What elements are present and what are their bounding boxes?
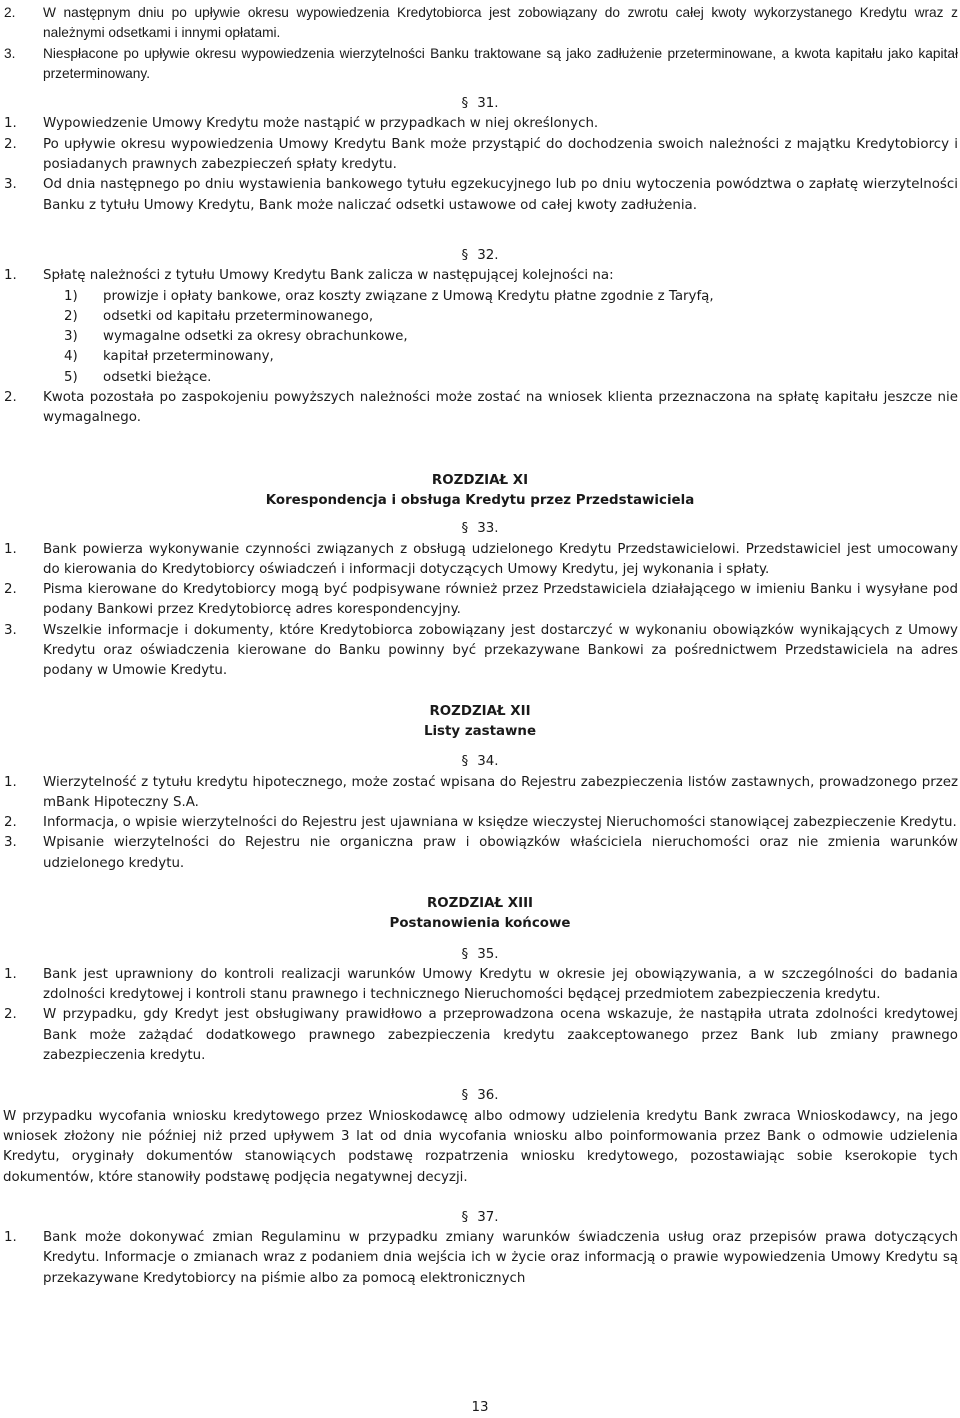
chapter-heading: ROZDZIAŁ XIII	[426, 895, 534, 911]
item-number: 2.	[4, 390, 17, 406]
chapter-heading: ROZDZIAŁ XI	[431, 472, 529, 488]
item-text: Wpisanie wierzytelności do Rejestru nie organiczna praw i obowiązków właściciela nieruchomości oraz nie zmienia warunków udzielonego kredytu.	[43, 835, 958, 871]
list-item	[0, 580, 960, 621]
section-heading-35	[0, 945, 960, 965]
section-heading-33	[0, 519, 960, 539]
chapter-heading: ROZDZIAŁ XII	[429, 703, 531, 719]
section-mark: §	[461, 96, 469, 112]
paragraph: W przypadku wycofania wniosku kredytowego przez Wnioskodawcę albo odmowy udzielenia kredytu Bank zwraca Wnioskodawcy, na jego wniosek złożony nie później niż przed upływem 3 lat od dnia wycofania wniosku albo poinformowania przez Bank o odmowie udzielenia Kredytu, oryginały dokumentów stanowiących podstawę rozpatrzenia wniosku kredytowego, pozostawiając sobie kserokopie tych dokumentów, które stanowiły podstawę podjęcia negatywnej decyzji.	[3, 1108, 958, 1185]
sub-item-number: 4)	[64, 349, 78, 365]
section-heading-31	[0, 94, 960, 114]
item-number: 2.	[4, 5, 16, 20]
section-mark: §	[461, 754, 469, 770]
section-mark: §	[461, 946, 469, 962]
section-heading-34	[0, 752, 960, 772]
item-number: 1.	[4, 774, 17, 790]
item-text: Wierzytelność z tytułu kredytu hipotecznego, może zostać wpisana do Rejestru zabezpieczenia listów zastawnych, prowadzonego przez mBank Hipoteczny S.A.	[43, 774, 958, 810]
section-mark: §	[461, 1088, 469, 1104]
list-item	[0, 833, 960, 874]
item-text: Kwota pozostała po zaspokojeniu powyższych należności może zostać na wniosek klienta przeznaczona na spłatę kapitału jeszcze nie wymagalnego.	[43, 390, 958, 426]
item-number: 2.	[4, 136, 17, 152]
item-text: Spłatę należności z tytułu Umowy Kredytu Bank zalicza w następującej kolejności na:	[43, 268, 614, 284]
section-mark: §	[461, 1209, 469, 1225]
item-text: W przypadku, gdy Kredyt jest obsługiwany prawidłowo a przeprowadzona ocena wskazuje, że nastąpiła utrata zdolności kredytowej Bank może zażądać dodatkowego prawnego zabezpieczenia kredytu zaakceptowanego przez Bank lub zmiany prawnego zabezpieczenia kredytu.	[43, 1007, 958, 1064]
section-number: 37.	[477, 1209, 499, 1225]
page-number: 13	[471, 1400, 489, 1415]
list-item	[0, 1005, 960, 1066]
section-mark: §	[461, 521, 469, 537]
list-item	[0, 3, 960, 44]
item-number: 3.	[4, 835, 17, 851]
item-text: W następnym dniu po upływie okresu wypowiedzenia Kredytobiorca jest zobowiązany do zwrotu całej kwoty wykorzystanego Kredytu wraz z należnymi odsetkami i innymi opłatami.	[43, 5, 958, 41]
item-text: Wszelkie informacje i dokumenty, które Kredytobiorca zobowiązany jest dostarczyć w wykonaniu obowiązków wynikających z Umowy Kredytu oraz oświadczenia kierowane do Banku powinny być przekazywane Bankowi za pośrednictwem Przedstawiciela na adres podany w Umowie Kredytu.	[43, 622, 958, 679]
sub-list-item	[0, 287, 960, 307]
item-number: 3.	[4, 177, 17, 193]
list-item	[0, 1228, 960, 1289]
item-number: 1.	[4, 1230, 17, 1246]
item-text: Niespłacone po upływie okresu wypowiedzenia wierzytelności Banku traktowane są jako zadłużenie przeterminowane, a kwota kapitału jako kapitał przeterminowany.	[43, 45, 958, 81]
sub-item-number: 3)	[64, 329, 78, 345]
section-number: 33.	[477, 521, 499, 537]
sub-item-text: odsetki od kapitału przeterminowanego,	[103, 308, 374, 324]
list-item	[0, 44, 960, 85]
section-heading-36	[0, 1086, 960, 1106]
sub-item-number: 1)	[64, 288, 78, 304]
list-item	[0, 813, 960, 833]
list-item	[0, 965, 960, 1006]
item-number: 2.	[4, 815, 17, 831]
list-item	[0, 621, 960, 682]
item-number: 1.	[4, 541, 17, 557]
item-text: Informacja, o wpisie wierzytelności do Rejestru jest ujawniana w księdze wieczystej Nieruchomości stanowiącej zabezpieczenie Kredytu.	[43, 815, 957, 831]
sub-list-item	[0, 347, 960, 367]
item-number: 1.	[4, 268, 17, 284]
chapter-title: Listy zastawne	[423, 723, 537, 739]
item-number: 1.	[4, 116, 17, 132]
section-number: 32.	[477, 247, 499, 263]
item-text: Bank jest uprawniony do kontroli realizacji warunków Umowy Kredytu w okresie jej obowiązywania, a w szczególności do badania zdolności kredytowej i kontroli stanu prawnego i technicznego Nieruchomości będącej przedmiotem zabezpieczenia kredytu.	[43, 966, 958, 1003]
item-text: Wypowiedzenie Umowy Kredytu może nastąpić w przypadkach w niej określonych.	[43, 116, 599, 132]
sub-item-text: kapitał przeterminowany,	[103, 349, 274, 365]
section-mark: §	[461, 247, 469, 263]
sub-list-item	[0, 307, 960, 327]
document-page	[0, 3, 960, 1289]
sub-list-item	[0, 368, 960, 388]
section-number: 35.	[477, 946, 499, 962]
list-item	[0, 135, 960, 176]
chapter-title: Postanowienia końcowe	[389, 916, 571, 932]
sub-item-number: 2)	[64, 308, 78, 324]
item-number: 3.	[4, 622, 17, 638]
list-item	[0, 773, 960, 814]
section-heading-37	[0, 1208, 960, 1228]
sub-item-text: odsetki bieżące.	[103, 369, 212, 385]
list-item	[0, 388, 960, 429]
list-item	[0, 540, 960, 581]
list-item	[0, 266, 960, 286]
item-text: Bank może dokonywać zmian Regulaminu w przypadku zmiany warunków świadczenia usług oraz przepisów prawa dotyczących Kredytu. Informacje o zmianach wraz z podaniem dnia wejścia ich w życie oraz informacją o prawie wypowiedzenia Umowy Kredytu są przekazywane Kredytobiorcy na piśmie albo za pomocą elektronicznych	[43, 1230, 958, 1286]
sub-item-text: wymagalne odsetki za okresy obrachunkowe,	[103, 329, 408, 345]
item-text: Pisma kierowane do Kredytobiorcy mogą być podpisywane również przez Przedstawiciela działającego w imieniu Banku i wysyłane pod podany Bankowi przez Kredytobiorcę adres korespondencyjny.	[43, 582, 958, 618]
section-number: 31.	[477, 96, 499, 112]
section-number: 34.	[477, 754, 499, 770]
chapter-title: Korespondencja i obsługa Kredytu przez Przedstawiciela	[265, 492, 695, 508]
item-number: 1.	[4, 966, 17, 982]
item-text: Bank powierza wykonywanie czynności związanych z obsługą udzielonego Kredytu Przedstawicielowi. Przedstawiciel jest umocowany do kierowania do Kredytobiorcy oświadczeń i informacji dotyczących Umowy Kredytu, jej wykonania i spłaty.	[43, 541, 958, 577]
item-number: 2.	[4, 1007, 17, 1023]
sub-list-item	[0, 327, 960, 347]
sub-list	[0, 287, 960, 388]
list-item	[0, 175, 960, 216]
item-number: 2.	[4, 582, 17, 598]
item-number: 3.	[4, 45, 16, 61]
item-text: Od dnia następnego po dniu wystawienia bankowego tytułu egzekucyjnego lub po dniu wytoczenia powództwa o zapłatę wierzytelności Banku z tytułu Umowy Kredytu, Bank może naliczać odsetki ustawowe od całej kwoty zadłużenia.	[43, 177, 958, 213]
sub-item-text: prowizje i opłaty bankowe, oraz koszty związane z Umową Kredytu płatne zgodnie z Taryfą,	[103, 288, 714, 304]
list-item	[0, 114, 960, 134]
section-number: 36.	[477, 1088, 499, 1104]
item-text: Po upływie okresu wypowiedzenia Umowy Kredytu Bank może przystąpić do dochodzenia swoich należności z majątku Kredytobiorcy i posiadanych prawnych zabezpieczeń spłaty kredytu.	[43, 136, 958, 173]
sub-item-number: 5)	[64, 369, 78, 385]
section-heading-32	[0, 246, 960, 266]
